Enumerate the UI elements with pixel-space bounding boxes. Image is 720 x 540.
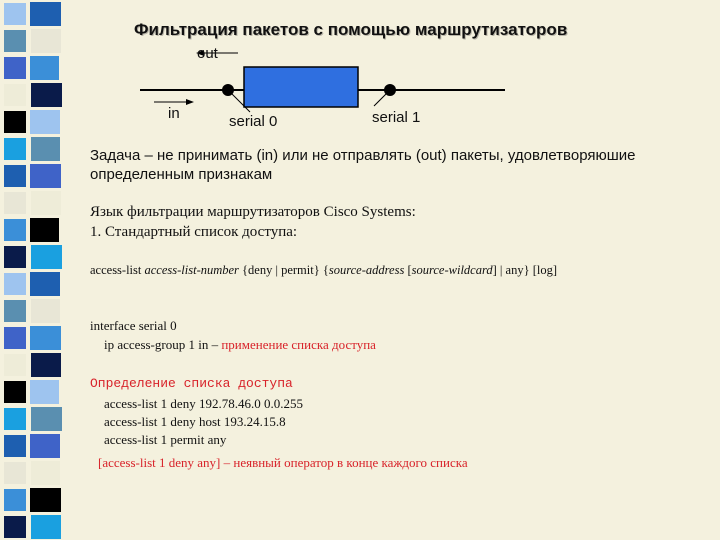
- interface-note: применение списка доступа: [221, 337, 376, 352]
- interface-line-1: interface serial 0: [90, 318, 177, 333]
- stripe-block: [30, 110, 60, 134]
- syntax-keyword: access-list: [90, 263, 145, 277]
- language-line-2: 1. Стандартный список доступа:: [90, 224, 298, 240]
- syntax-number: access-list-number: [144, 263, 239, 277]
- stripe-block: [30, 434, 60, 458]
- stripe-block: [4, 273, 26, 295]
- stripe-block: [31, 83, 62, 107]
- stripe-block: [30, 272, 60, 296]
- access-list-syntax: [90, 263, 557, 278]
- in-arrow-head: [186, 99, 194, 105]
- syntax-wildcard: source-wildcard: [411, 263, 493, 277]
- stripe-block: [31, 461, 60, 485]
- stripe-block: [4, 516, 26, 538]
- stripe-block: [4, 246, 26, 268]
- out-label: out: [197, 45, 218, 62]
- stripe-block: [30, 380, 59, 404]
- language-line-1: Язык фильтрации маршрутизаторов Cisco Systems:: [90, 204, 416, 220]
- stripe-block: [31, 299, 60, 323]
- router-box: [244, 67, 358, 107]
- rule-line: access-list 1 deny 192.78.46.0 0.0.255: [104, 396, 303, 411]
- stripe-block: [31, 191, 61, 215]
- serial1-label: serial 1: [372, 109, 421, 126]
- syntax-bracket: [: [404, 263, 412, 277]
- serial0-label: serial 0: [229, 113, 278, 130]
- stripe-block: [4, 462, 26, 484]
- stripe-block: [30, 2, 61, 26]
- stripe-block: [30, 164, 61, 188]
- decorative-stripe: [0, 0, 78, 540]
- stripe-block: [31, 407, 62, 431]
- stripe-block: [4, 408, 26, 430]
- stripe-block: [4, 138, 26, 160]
- stripe-block: [4, 300, 26, 322]
- syntax-tail: ] | any} [log]: [492, 263, 558, 277]
- serial1-pointer: [374, 90, 390, 106]
- stripe-block: [31, 29, 61, 53]
- stripe-block: [4, 3, 26, 25]
- interface-code: ip access-group 1 in –: [104, 337, 222, 352]
- implicit-rule: [access-list 1 deny any] – неявный оператор в конце каждого списка: [98, 455, 468, 470]
- interface-line-2: [104, 336, 376, 354]
- stripe-block: [31, 245, 62, 269]
- syntax-source: source-address: [328, 263, 405, 277]
- stripe-block: [4, 327, 26, 349]
- stripe-block: [4, 111, 26, 133]
- stripe-block: [30, 56, 59, 80]
- stripe-block: [4, 354, 26, 376]
- task-description: Задача – не принимать (in) или не отправлять (out) пакеты, удовлетворяюшие определенным признакам: [90, 147, 636, 183]
- stripe-block: [4, 192, 26, 214]
- page-title: Фильтрация пакетов с помощью маршрутизаторов: [134, 20, 568, 39]
- stripe-block: [30, 326, 61, 350]
- in-label: in: [168, 105, 180, 122]
- rule-line: access-list 1 permit any: [104, 432, 227, 447]
- syntax-middle: {deny | permit} {: [238, 263, 329, 277]
- stripe-block: [31, 137, 60, 161]
- stripe-block: [31, 515, 61, 539]
- stripe-block: [31, 353, 61, 377]
- stripe-block: [4, 381, 26, 403]
- stripe-block: [4, 165, 26, 187]
- stripe-block: [4, 435, 26, 457]
- rule-line: access-list 1 deny host 193.24.15.8: [104, 414, 286, 429]
- stripe-block: [4, 219, 26, 241]
- stripe-block: [30, 488, 61, 512]
- language-intro: [90, 202, 416, 242]
- stripe-block: [4, 84, 26, 106]
- stripe-block: [4, 30, 26, 52]
- definition-header: Определение списка доступа: [90, 376, 293, 391]
- stripe-block: [4, 57, 26, 79]
- stripe-block: [4, 489, 26, 511]
- stripe-block: [30, 218, 59, 242]
